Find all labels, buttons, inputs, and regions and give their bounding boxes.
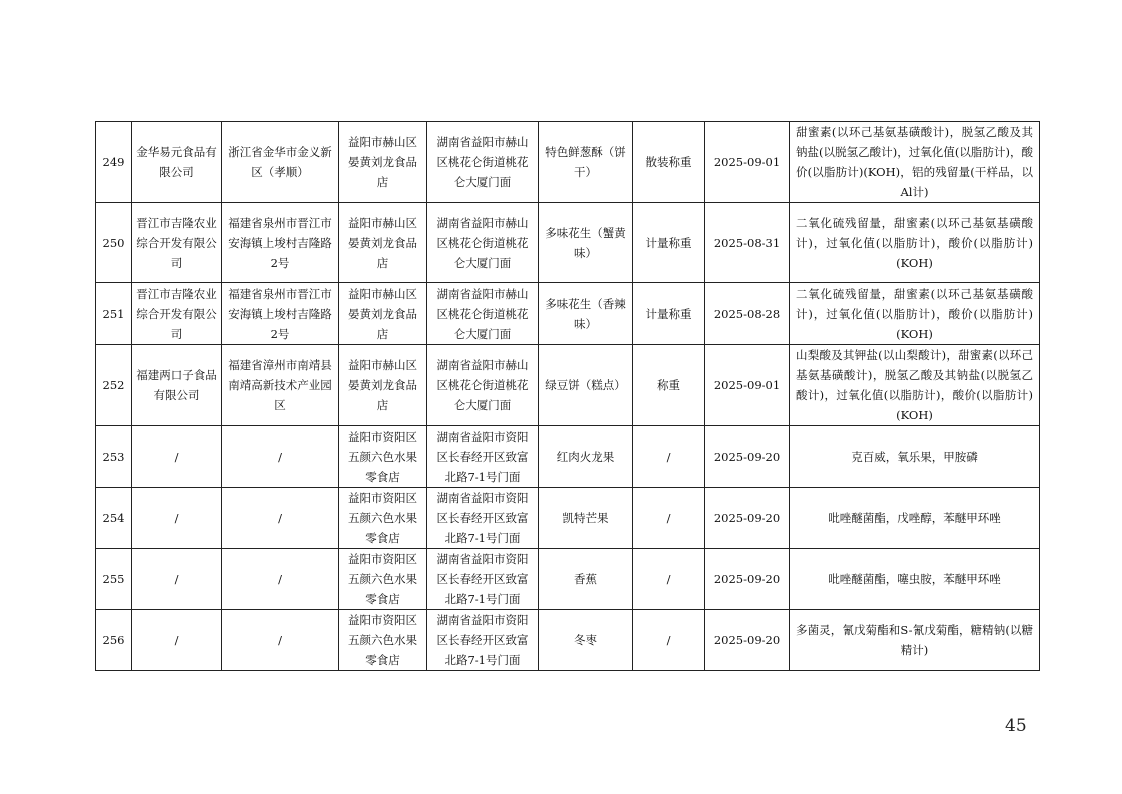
cell-producer: 金华易元食品有限公司 bbox=[132, 122, 222, 203]
cell-date: 2025-09-20 bbox=[705, 426, 790, 488]
cell-date: 2025-09-20 bbox=[705, 488, 790, 549]
cell-seller: 益阳市赫山区晏黄刘龙食品店 bbox=[339, 122, 427, 203]
cell-seller-address: 湖南省益阳市赫山区桃花仑街道桃花仑大厦门面 bbox=[427, 283, 539, 345]
cell-producer: / bbox=[132, 610, 222, 671]
cell-seller-address: 湖南省益阳市资阳区长春经开区致富北路7-1号门面 bbox=[427, 610, 539, 671]
cell-seller-address: 湖南省益阳市资阳区长春经开区致富北路7-1号门面 bbox=[427, 549, 539, 610]
cell-producer-address: 福建省泉州市晋江市安海镇上埈村吉隆路2号 bbox=[222, 203, 339, 283]
cell-product: 多味花生（蟹黄味） bbox=[539, 203, 633, 283]
cell-product: 特色鲜葱酥（饼干） bbox=[539, 122, 633, 203]
cell-seller: 益阳市赫山区晏黄刘龙食品店 bbox=[339, 345, 427, 426]
cell-producer-address: / bbox=[222, 426, 339, 488]
cell-producer: 晋江市吉隆农业综合开发有限公司 bbox=[132, 283, 222, 345]
cell-seller-address: 湖南省益阳市赫山区桃花仑街道桃花仑大厦门面 bbox=[427, 122, 539, 203]
cell-product: 红肉火龙果 bbox=[539, 426, 633, 488]
cell-seller-address: 湖南省益阳市资阳区长春经开区致富北路7-1号门面 bbox=[427, 488, 539, 549]
page-number: 45 bbox=[1005, 716, 1027, 736]
cell-no: 250 bbox=[96, 203, 132, 283]
cell-tests: 吡唑醚菌酯，噻虫胺，苯醚甲环唑 bbox=[790, 549, 1040, 610]
cell-seller: 益阳市赫山区晏黄刘龙食品店 bbox=[339, 203, 427, 283]
table-row bbox=[96, 549, 1040, 610]
cell-tests: 多菌灵，氰戊菊酯和S-氰戊菊酯，糖精钠(以糖精计) bbox=[790, 610, 1040, 671]
cell-seller: 益阳市资阳区五颜六色水果零食店 bbox=[339, 426, 427, 488]
cell-no: 256 bbox=[96, 610, 132, 671]
cell-producer-address: 浙江省金华市金义新区（孝顺） bbox=[222, 122, 339, 203]
table-row bbox=[96, 488, 1040, 549]
cell-seller: 益阳市赫山区晏黄刘龙食品店 bbox=[339, 283, 427, 345]
table-row bbox=[96, 426, 1040, 488]
table-row bbox=[96, 283, 1040, 345]
inspection-table bbox=[95, 121, 1040, 671]
cell-no: 251 bbox=[96, 283, 132, 345]
cell-spec: 计量称重 bbox=[633, 283, 705, 345]
cell-producer-address: / bbox=[222, 488, 339, 549]
cell-no: 249 bbox=[96, 122, 132, 203]
cell-no: 252 bbox=[96, 345, 132, 426]
cell-producer: / bbox=[132, 549, 222, 610]
table-row bbox=[96, 345, 1040, 426]
cell-producer-address: / bbox=[222, 549, 339, 610]
cell-producer: 福建两口子食品有限公司 bbox=[132, 345, 222, 426]
cell-producer: 晋江市吉隆农业综合开发有限公司 bbox=[132, 203, 222, 283]
cell-producer: / bbox=[132, 426, 222, 488]
cell-product: 凯特芒果 bbox=[539, 488, 633, 549]
cell-producer: / bbox=[132, 488, 222, 549]
cell-date: 2025-09-01 bbox=[705, 122, 790, 203]
table-row bbox=[96, 610, 1040, 671]
cell-seller-address: 湖南省益阳市资阳区长春经开区致富北路7-1号门面 bbox=[427, 426, 539, 488]
table-row bbox=[96, 203, 1040, 283]
cell-tests: 克百威，氧乐果，甲胺磷 bbox=[790, 426, 1040, 488]
cell-date: 2025-08-31 bbox=[705, 203, 790, 283]
cell-no: 255 bbox=[96, 549, 132, 610]
cell-producer-address: 福建省泉州市晋江市安海镇上埈村吉隆路2号 bbox=[222, 283, 339, 345]
cell-no: 254 bbox=[96, 488, 132, 549]
cell-spec: 散装称重 bbox=[633, 122, 705, 203]
cell-spec: / bbox=[633, 488, 705, 549]
cell-spec: 计量称重 bbox=[633, 203, 705, 283]
table-row bbox=[96, 122, 1040, 203]
cell-tests: 二氧化硫残留量，甜蜜素(以环己基氨基磺酸计)，过氧化值(以脂肪计)，酸价(以脂肪计)(KOH) bbox=[790, 203, 1040, 283]
cell-date: 2025-09-20 bbox=[705, 549, 790, 610]
cell-seller-address: 湖南省益阳市赫山区桃花仑街道桃花仑大厦门面 bbox=[427, 203, 539, 283]
cell-seller: 益阳市资阳区五颜六色水果零食店 bbox=[339, 488, 427, 549]
cell-spec: / bbox=[633, 549, 705, 610]
cell-product: 多味花生（香辣味） bbox=[539, 283, 633, 345]
cell-date: 2025-09-20 bbox=[705, 610, 790, 671]
cell-date: 2025-09-01 bbox=[705, 345, 790, 426]
cell-product: 冬枣 bbox=[539, 610, 633, 671]
cell-producer-address: / bbox=[222, 610, 339, 671]
cell-no: 253 bbox=[96, 426, 132, 488]
cell-seller: 益阳市资阳区五颜六色水果零食店 bbox=[339, 549, 427, 610]
cell-seller-address: 湖南省益阳市赫山区桃花仑街道桃花仑大厦门面 bbox=[427, 345, 539, 426]
cell-spec: / bbox=[633, 610, 705, 671]
cell-producer-address: 福建省漳州市南靖县南靖高新技术产业园区 bbox=[222, 345, 339, 426]
cell-tests: 二氧化硫残留量，甜蜜素(以环己基氨基磺酸计)，过氧化值(以脂肪计)，酸价(以脂肪计)(KOH) bbox=[790, 283, 1040, 345]
cell-product: 香蕉 bbox=[539, 549, 633, 610]
cell-spec: 称重 bbox=[633, 345, 705, 426]
cell-spec: / bbox=[633, 426, 705, 488]
cell-seller: 益阳市资阳区五颜六色水果零食店 bbox=[339, 610, 427, 671]
cell-date: 2025-08-28 bbox=[705, 283, 790, 345]
cell-product: 绿豆饼（糕点） bbox=[539, 345, 633, 426]
cell-tests: 甜蜜素(以环己基氨基磺酸计)，脱氢乙酸及其钠盐(以脱氢乙酸计)，过氧化值(以脂肪计)，酸价(以脂肪计)(KOH)，铝的残留量(干样品，以Al计) bbox=[790, 122, 1040, 203]
cell-tests: 山梨酸及其钾盐(以山梨酸计)，甜蜜素(以环己基氨基磺酸计)，脱氢乙酸及其钠盐(以脱氢乙酸计)，过氧化值(以脂肪计)，酸价(以脂肪计)(KOH) bbox=[790, 345, 1040, 426]
cell-tests: 吡唑醚菌酯，戊唑醇，苯醚甲环唑 bbox=[790, 488, 1040, 549]
